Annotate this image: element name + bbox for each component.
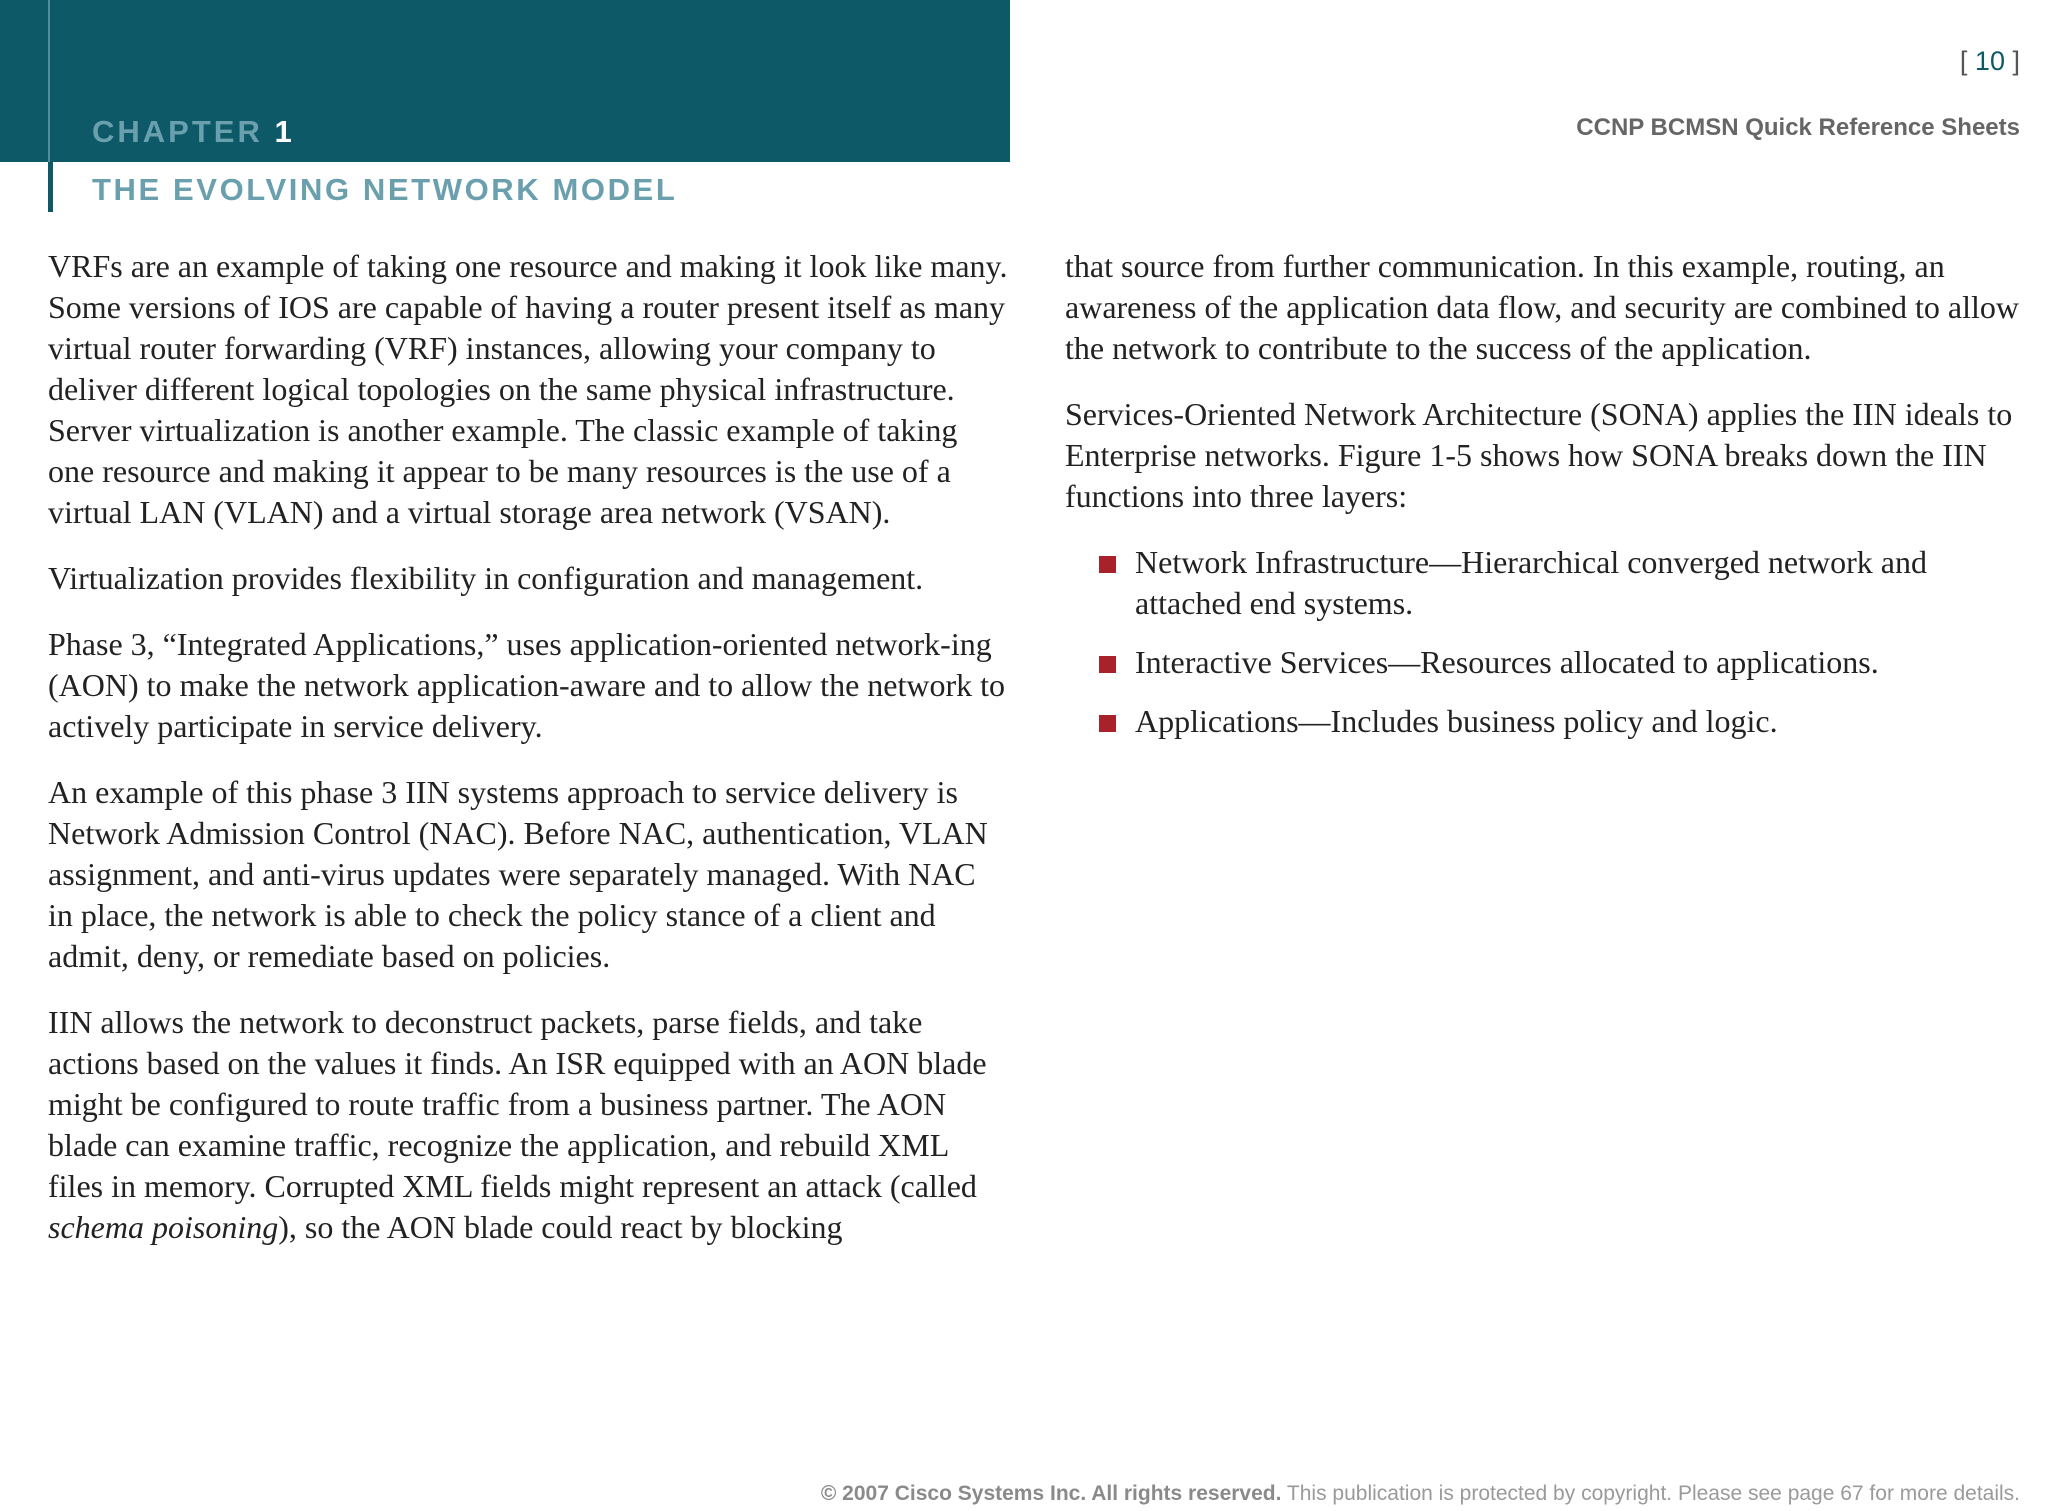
list-item xyxy=(1099,642,2025,683)
paragraph-sona: Services-Oriented Network Architecture (SONA) applies the IIN ideals to Enterprise networks. Figure 1-5 shows how SONA breaks down the IIN functions into three layers: xyxy=(1065,396,2013,514)
right-column xyxy=(1065,246,2025,760)
paragraph-iin-text: IIN allows the network to deconstruct packets, parse fields, and take actions based on the values it finds. An ISR equipped with an AON blade might be configured to route traffic from a business partner. The AON blade can examine traffic, recognize the application, and rebuild XML files in memory. Corrupted XML fields might represent an attack (called xyxy=(48,1004,987,1204)
list-item-text: Applications—Includes business policy and logic. xyxy=(1135,703,1778,739)
footer-notice: This publication is protected by copyright. Please see page 67 for more details. xyxy=(1286,1482,2020,1505)
list-item-text: Network Infrastructure—Hierarchical converged network and attached end systems. xyxy=(1135,544,1927,621)
page-number-close: ] xyxy=(2012,46,2020,76)
left-column xyxy=(48,246,1008,1273)
chapter-label xyxy=(92,114,295,150)
paragraph-iin-text-end: ), so the AON blade could react by blocking xyxy=(278,1209,843,1245)
paragraph-virtualization: Virtualization provides flexibility in configuration and management. xyxy=(48,560,924,596)
schema-poisoning-term: schema poisoning xyxy=(48,1209,279,1245)
list-item-text: Interactive Services—Resources allocated to applications. xyxy=(1135,644,1879,680)
footer xyxy=(821,1482,2020,1506)
paragraph-phase3: Phase 3, “Integrated Applications,” uses application-oriented network-ing (AON) to make the network application-aware and to allow the network to actively participate in service delivery. xyxy=(48,626,1006,744)
page-number-open: [ xyxy=(1959,46,1968,76)
header-rule-highlight xyxy=(48,0,50,162)
chapter-title: THE EVOLVING NETWORK MODEL xyxy=(92,172,678,207)
sona-layer-list xyxy=(1065,542,2025,742)
square-bullet-icon xyxy=(1099,715,1116,732)
footer-copyright: © 2007 Cisco Systems Inc. All rights reserved. xyxy=(820,1482,1282,1505)
book-title: CCNP BCMSN Quick Reference Sheets xyxy=(1576,114,2020,141)
paragraph-nac: An example of this phase 3 IIN systems approach to service delivery is Network Admission Control (NAC). Before NAC, authentication, VLAN assignment, and anti-virus updates were separately managed. With NAC in place, the network is able to check the policy stance of a client and admit, deny, or remediate based on policies. xyxy=(48,774,988,974)
page-number xyxy=(1960,46,2020,77)
list-item xyxy=(1099,701,2025,742)
square-bullet-icon xyxy=(1099,656,1116,673)
chapter-word: CHAPTER xyxy=(92,114,263,149)
paragraph-continuation: that source from further communication. In this example, routing, an awareness of the application data flow, and security are combined to allow the network to contribute to the success of the application. xyxy=(1065,248,2020,366)
list-item xyxy=(1099,542,2025,624)
paragraph-iin xyxy=(48,1002,1008,1248)
square-bullet-icon xyxy=(1099,556,1116,573)
page-number-value: 10 xyxy=(1974,46,2005,76)
paragraph-vrf: VRFs are an example of taking one resource and making it look like many. Some versions of IOS are capable of having a router present itself as many virtual router forwarding (VRF) instances, allowing your company to deliver different logical topologies on the same physical infrastructure. Server virtualization is another example. The classic example of taking one resource and making it appear to be many resources is the use of a virtual LAN (VLAN) and a virtual storage area network (VSAN). xyxy=(48,248,1008,530)
chapter-number: 1 xyxy=(274,114,295,149)
